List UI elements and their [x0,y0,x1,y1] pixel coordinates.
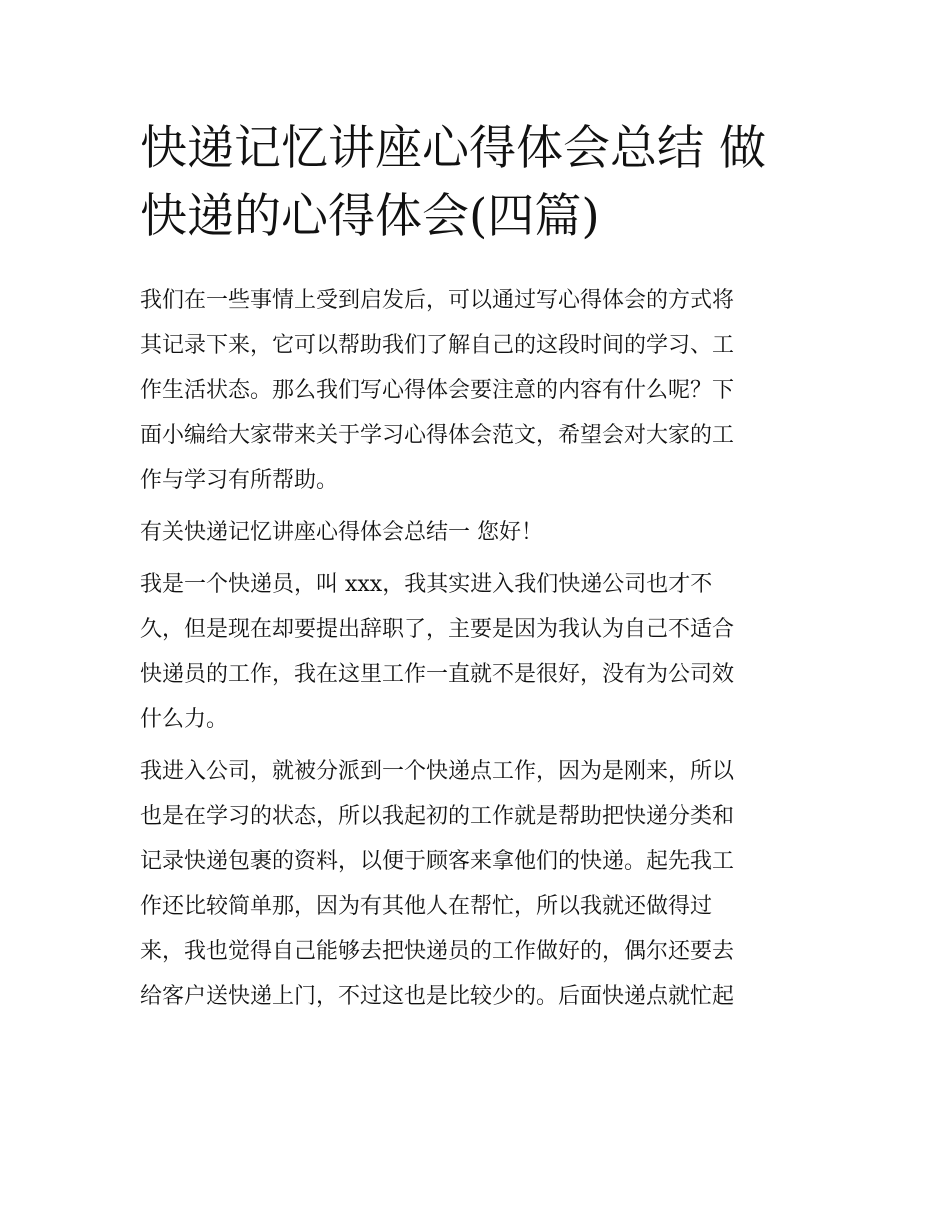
paragraph-line: 作生活状态。那么我们写心得体会要注意的内容有什么呢？下 [140,378,735,403]
section-heading-line: 有关快递记忆讲座心得体会总结一 您好！ [140,520,543,545]
title-line-1: 快递记忆讲座心得体会总结 做 [140,121,766,176]
paragraph-line: 也是在学习的状态，所以我起初的工作就是帮助把快递分类和 [140,804,735,829]
paragraph-line: 我是一个快递员，叫 xxx，我其实进入我们快递公司也才不 [140,572,713,597]
title-line-2: 快递的心得体会(四篇) [140,189,600,244]
document-body [140,278,815,1019]
paragraph-line: 记录快递包裹的资料，以便于顾客来拿他们的快递。起先我工 [140,849,735,874]
paragraph-line: 我进入公司，就被分派到一个快递点工作，因为是刚来，所以 [140,759,735,784]
paragraph-line: 我们在一些事情上受到启发后，可以通过写心得体会的方式将 [140,288,735,313]
paragraph-work-experience [140,749,815,1019]
paragraph-intro [140,278,815,503]
paragraph-self-intro [140,562,815,742]
paragraph-line: 什么力。 [140,707,229,732]
paragraph-line: 作还比较简单那，因为有其他人在帮忙，所以我就还做得过 [140,894,713,919]
paragraph-line: 作与学习有所帮助。 [140,468,339,493]
paragraph-line: 来，我也觉得自己能够去把快递员的工作做好的，偶尔还要去 [140,939,735,964]
section-heading [140,510,815,555]
paragraph-line: 快递员的工作，我在这里工作一直就不是很好，没有为公司效 [140,662,735,687]
paragraph-line: 给客户送快递上门，不过这也是比较少的。后面快递点就忙起 [140,984,735,1009]
document-title [140,115,820,251]
paragraph-line: 其记录下来，它可以帮助我们了解自己的这段时间的学习、工 [140,333,735,358]
paragraph-line: 久，但是现在却要提出辞职了，主要是因为我认为自己不适合 [140,617,735,642]
paragraph-line: 面小编给大家带来关于学习心得体会范文，希望会对大家的工 [140,423,735,448]
